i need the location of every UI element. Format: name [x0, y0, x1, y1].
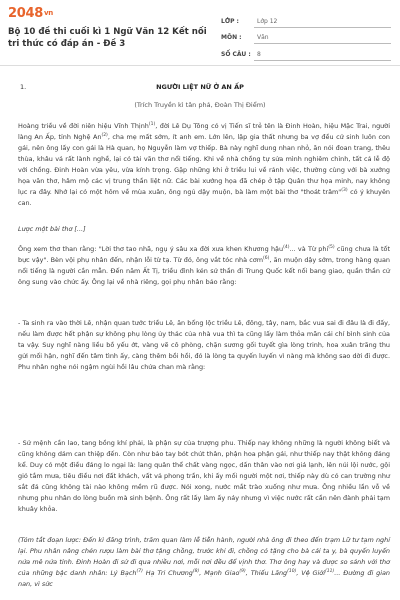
meta-row-class: [221, 14, 391, 28]
logo-suffix: vn: [43, 9, 53, 17]
meta-label: LỚP :: [221, 17, 239, 25]
omission-note: Lược một bài thơ [...]: [18, 225, 86, 233]
footnote-ref: (8): [192, 569, 200, 574]
summary-paragraph: [18, 535, 390, 590]
logo-text: 2048: [8, 6, 43, 21]
footnote-ref: (11): [325, 569, 335, 574]
text-run: , Vệ Giới: [296, 569, 326, 577]
text-run: Hoàng triều về đời niên hiệu Vĩnh Thịnh: [18, 122, 149, 130]
text-run: Hạ Tri Chương: [142, 569, 193, 577]
footnote-ref: (10): [287, 569, 297, 574]
article-source: (Trích Truyền kì tân phả, Đoàn Thị Điểm): [134, 101, 266, 109]
footnote-ref: (9): [239, 569, 246, 574]
footnote-ref: (1): [148, 122, 156, 127]
text-run: ... và Từ phi: [289, 245, 329, 253]
footnote-ref: (4): [283, 245, 290, 250]
text-run: , ăn muộn dậy sớm, trong hàng quan nổi tiếng là người cần mẫn. Đến năm Ất Tị, triều đình kén sứ thần đi Trung Quốc kết nối bang giao, quần thần cử ông sung vào chức ấy. Ông lại về nhà riêng, gọi phụ nhân bảo rằng:: [18, 256, 391, 286]
site-logo[interactable]: [8, 6, 53, 21]
text-run: ... Đường đi gian nan, vì sức: [18, 569, 391, 588]
meta-value: 8: [254, 48, 391, 61]
text-run: Ông xem thơ than rằng: "Lời thơ tao nhã, ngụ ý sâu xa đời xưa khen Khương hậu: [18, 245, 284, 253]
document-title: Bộ 10 đề thi cuối kì 1 Ngữ Văn 12 Kết nối tri thức có đáp án - Đề 3: [8, 27, 207, 49]
meta-label: MÔN :: [221, 34, 242, 41]
text-run: , cha mẹ mất sớm, ít anh em. Lớn lên, lập gia thất nhưng ba vợ đều cứ sinh luôn con gái, nên ông lấy con gái là Hà quan, họ Nguyễn làm vợ thiếp. Bà này nghĩ dung nhan nhỏ, ăn nói đoan trang, thêu thùa, khâu vá rất lành nghề, lại có tài văn thơ nổi tiếng. Khi về nhà chồng tự sửa mình nghiêm chỉnh, tất cả lễ độ với chồng. Đinh Hoàn vừa yêu, vừa kính trọng. Gặp những khi ở triều lui về rảnh việc, thường cùng với bà xướng họa văn thơ, hâm mộ các vị trung thần liệt nữ. Các bài xướng họa đã chép ở tập Quân thư họa minh, nay không lục ra đây. Nhớ lại có một hôm về mùa xuân, ông ngủ dậy muộn, bà làm một bài thơ "thoát trâm": [18, 133, 390, 196]
meta-row-question-count: [221, 47, 391, 61]
text-run: , Thiếu Lăng: [245, 569, 288, 577]
footnote-ref: (7): [136, 569, 143, 574]
paragraph: [18, 121, 390, 209]
text-run: cũng chưa là tốt bực vậy". Bèn vội phụ nhân đến, nhận lỗi từ tạ. Từ đó, ông vắt tóc nhà cơm: [18, 245, 391, 264]
paragraph: - Ta sinh ra vào thời Lê, nhận quan tước triều Lê, ăn bổng lộc triều Lê, đông, tây, nam, bắc vua sai đi đâu là đi đấy, nếu làm được hết phận sự không phụ lòng ủy thác của nhà vua thì ta cũng lấy làm thỏa mãn cái chí bình sinh của ta vậy. Suy nghĩ nàng liều bồ yếu ớt, vàng vẽ cô phòng, chặn sương gối tuyết gìa lòng trinh, hoa xuân trăng thu gửi mối hận, nghĩ đến tâm tình ấy, càng thêm bồi hồi, đó là lòng ta quyến luyến vì nàng mà không sao dời đi được. Phu nhân nghe nói ngậm ngùi hồi lâu chứa chan mà rằng:: [18, 319, 390, 371]
footnote-ref: (3): [341, 188, 348, 193]
meta-value: Lớp 12: [254, 15, 391, 28]
article-title: NGƯỜI LIỆT NỮ Ở AN ẤP: [156, 83, 244, 91]
text-run: có ý khuyên can.: [18, 188, 390, 207]
footnote-ref: (6): [263, 256, 270, 261]
meta-label: SỐ CÂU :: [221, 50, 251, 58]
text-run: , đời Lê Dụ Tông có vị Tiến sĩ trẻ tên là Đinh Hoàn, hiệu Mặc Trai, người làng An Ấp, tỉnh Nghệ An: [18, 122, 390, 141]
footnote-ref: (2): [101, 133, 108, 138]
text-run: , Mạnh Giao: [199, 569, 240, 577]
question-number: 1.: [20, 83, 27, 91]
meta-row-subject: [221, 31, 391, 45]
paragraph: - Sứ mệnh cần lao, tang bồng khí phải, là phận sự của trượng phu. Thiếp nay không những là người không biết và cũng không dám can thiệp đến. Còn như bảo tay bót chút thân, phận hoa phận gái, như thiếp nay thật không đáng kể. Duy có một điều đáng lo ngại là: lang quân thể chất vàng ngọc, dấn thân vào nơi giá lạnh, lên núi lội nước, gội gió tắm mưa, tiêu điều nơi đất khách, vất vả phong trần, khi ấy mối người một nơi, thiếp này dù có can trường như sắt đá cũng không tài nào không mềm rũ được. Nói xong, nước mắt trào xuống như mưa. Ông nhiều lần vỗ về nhưng phu nhân do lòng buồn mà sinh bệnh. Ông rất lấy làm ấy náy nhưng vì việc nước rất cần nên đành phải tạm khuây khỏa.: [18, 439, 390, 513]
text-run: (Tóm tắt đoạn lược: Đến kì đăng trình, trăm quan làm lễ tiễn hành, người nhà ông đi theo đến trạm Lữ tư tạm nghỉ lại. Phu nhân nâng chén rượu làm bài thơ tặng chồng, trước khi đi, chồng có tặng cho bà cái ta y, bà quyến luyến nửa mê nửa tỉnh. Đinh Hoàn đi sứ đi qua nhiều nơi, mỗi nơi đều để vịnh thơ. Thơ ông hay và được so sánh với thơ của những bậc danh nhân: Lý Bạch: [18, 536, 390, 577]
page-header: [0, 0, 400, 66]
document-meta: [221, 14, 391, 64]
footnote-ref: (5): [328, 245, 335, 250]
meta-value: Văn: [254, 31, 391, 44]
paragraph: [18, 244, 390, 288]
